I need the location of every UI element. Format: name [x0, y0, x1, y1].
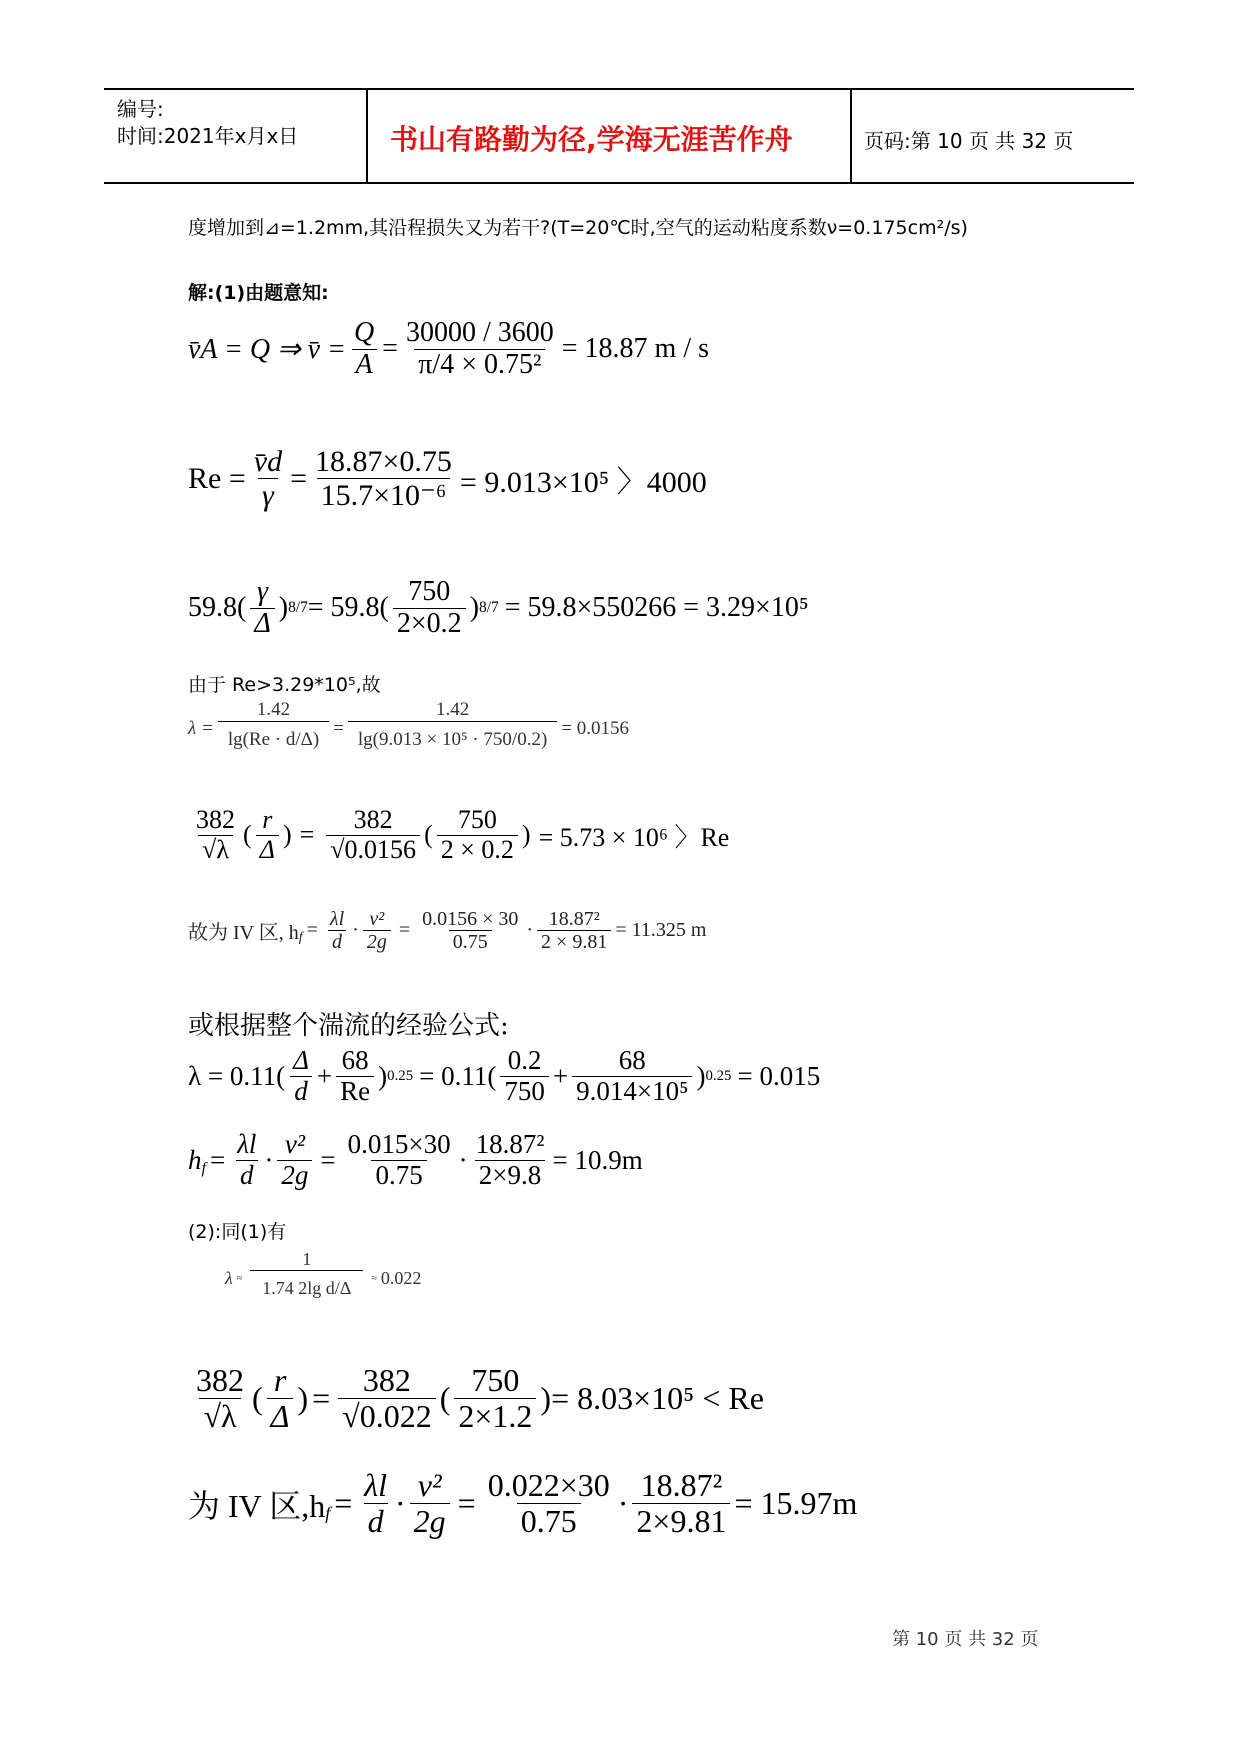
eq8-num-c: 0.015×30 — [347, 1129, 451, 1159]
eq9-num: 1 — [302, 1249, 312, 1269]
eq8-num-a: λl — [237, 1129, 257, 1159]
eq7-num-a: Δ — [293, 1045, 309, 1075]
condition-text: 由于 Re>3.29*10⁵,故 — [188, 674, 381, 696]
eq4-result: = 0.0156 — [561, 718, 630, 740]
eq8-num-b: v² — [284, 1129, 305, 1159]
eq6-prefix: 故为 IV 区, h — [188, 922, 299, 944]
page-label: 页码:第 10 页 共 32 页 — [864, 129, 1074, 153]
equation-zone-check-2: $\frac{382}{√\lambda}$ ( $\frac{r}{\Delta}$ ) = $\frac{382}{√0.022}$ ( $\frac{750}{2\times 1.2}$ ) = 8.03×10⁵ < Re — [188, 1363, 764, 1434]
eq3-exp-a: 8/7 — [288, 599, 308, 617]
eq1-den-a: A — [352, 349, 377, 381]
eq5-paren-num2: 750 — [457, 805, 497, 834]
eq10-paren-den: Δ — [267, 1398, 294, 1434]
eq3-text-b: = 59.8( — [307, 592, 389, 624]
time-label: 时间:2021年x月x日 — [117, 124, 299, 148]
eq10-den-b: √0.022 — [338, 1398, 436, 1434]
eq5-den-a: √λ — [198, 835, 233, 865]
eq7-mid: = 0.11( — [419, 1060, 497, 1091]
eq7-num-c: 0.2 — [507, 1045, 542, 1075]
eq8-lhs: h — [188, 1144, 202, 1175]
eq11-den-b: 2g — [410, 1503, 450, 1539]
eq3-den-b: 2×0.2 — [393, 608, 466, 640]
eq11-den-d: 2×9.81 — [632, 1503, 730, 1539]
eq10-result: = 8.03×10⁵ < Re — [551, 1380, 764, 1417]
eq2-result: = 9.013×10⁵ 〉4000 — [459, 465, 707, 499]
eq8-den-b: 2g — [277, 1160, 312, 1191]
problem-continuation: 度增加到⊿=1.2mm,其沿程损失又为若干?(T=20℃时,空气的运动粘度系数ν=0.175cm²/s) — [188, 217, 968, 239]
eq10-num-b: 382 — [362, 1362, 411, 1398]
eq5-paren-den2: 2 × 0.2 — [437, 835, 518, 865]
eq11-den-a: d — [364, 1503, 388, 1539]
eq9-result: 0.022 — [380, 1267, 422, 1288]
eq3-text-a: 59.8( — [188, 592, 247, 624]
eq11-num-a: λl — [364, 1467, 388, 1503]
header-divider-right — [850, 88, 852, 183]
eq6-den-b: 2g — [363, 930, 391, 953]
eq1-den-b: π/4 × 0.75² — [414, 349, 545, 381]
motto: 书山有路勤为径,学海无涯苦作舟 — [390, 123, 793, 156]
header-divider-left — [366, 88, 368, 183]
eq5-paren-num: r — [262, 805, 273, 834]
equation-head-loss-1: 故为 IV 区, h f = $\frac{\lambda l}{d}$ · $\frac{\text{v²}}{2g}$ = $\frac{0.0156 \times 30}{0.75}$ · $\frac{\text{18.87²}}{2 \times 9.81}$ = 11.325 m — [188, 908, 707, 953]
header-top-rule — [104, 88, 1134, 90]
eq6-num-a: λl — [329, 908, 345, 930]
equation-lambda-empirical: λ = 0.11( $\frac{\Delta}{d}$ + $\frac{68}{Re}$ ) 0.25 = 0.11( $\frac{0.2}{750}$ + $\frac{68}{\text{9.014×10⁵}}$ ) 0.25 = 0.015 — [188, 1045, 821, 1106]
eq5-den-b: √0.0156 — [326, 835, 420, 865]
eq3-num-a: γ — [257, 576, 269, 607]
eq2-num-b: 18.87×0.75 — [315, 445, 452, 478]
eq10-paren-num: r — [273, 1362, 287, 1398]
equation-limit: 59.8( $\frac{\gamma}{\Delta}$ ) 8/7 = 59.8( $\frac{750}{2\times 0.2}$ ) 8/7 = 59.8×550266 = 3.29×10⁵ — [188, 576, 809, 639]
solution-heading: 解:(1)由题意知: — [188, 282, 329, 304]
eq7-den-d: 9.014×10⁵ — [572, 1076, 692, 1107]
eq4-num-a: 1.42 — [256, 699, 291, 720]
eq8-den-d: 2×9.8 — [475, 1160, 545, 1191]
eq6-num-d: 18.87² — [548, 908, 600, 930]
equation-lambda-2: λ ≈ $\frac{1}{\text{1.74 2lg d/Δ}}$ ≈ 0.022 — [225, 1250, 421, 1307]
eq11-num-b: v² — [417, 1467, 442, 1503]
eq7-den-c: 750 — [500, 1076, 549, 1107]
eq8-num-d: 18.87² — [475, 1129, 545, 1159]
eq7-den-b: Re — [336, 1076, 374, 1107]
eq7-exp: 0.25 — [387, 1067, 414, 1084]
eq11-den-c: 0.75 — [517, 1503, 581, 1539]
eq6-result: = 11.325 m — [615, 919, 707, 941]
eq8-den-a: d — [236, 1160, 258, 1191]
eq6-num-c: 0.0156 × 30 — [422, 908, 519, 930]
equation-velocity: v̄A = Q ⇒ v̄ = $\frac{Q}{A}$ = $\frac{30000 / 3600}{\text{π/4 × 0.75²}}$ = 18.87 m / s — [188, 317, 709, 380]
eq11-num-d: 18.87² — [640, 1467, 723, 1503]
eq10-num-a: 382 — [196, 1362, 244, 1398]
eq6-den-a: d — [328, 930, 346, 953]
eq4-den-a: lg(Re · d/Δ) — [218, 721, 329, 759]
eq4-num-b: 1.42 — [435, 699, 470, 720]
eq2-den-b: 15.7×10⁻⁶ — [317, 478, 451, 512]
eq11-prefix: 为 IV 区,h — [188, 1487, 326, 1524]
eq7-result: = 0.015 — [737, 1060, 821, 1091]
eq6-den-d: 2 × 9.81 — [537, 930, 611, 953]
eq10-paren-num2: 750 — [471, 1362, 520, 1398]
equation-zone-check-1: $\frac{382}{√\lambda}$ ( $\frac{r}{\Delta}$ ) = $\frac{382}{√0.0156}$ ( $\frac{750}{2 \times 0.2}$ ) = 5.73 × 10⁶ 〉Re — [188, 806, 729, 864]
eq7-num-d: 68 — [618, 1045, 646, 1075]
eq3-num-b: 750 — [408, 576, 451, 607]
eq9-den: 1.74 2lg d/Δ — [250, 1270, 363, 1307]
eq1-result: = 18.87 m / s — [561, 333, 709, 365]
eq10-paren-den2: 2×1.2 — [454, 1398, 536, 1434]
eq11-num-c: 0.022×30 — [487, 1467, 610, 1503]
eq9-lhs: λ — [225, 1267, 233, 1288]
eq4-den-b: lg(9.013 × 10⁵ · 750/0.2) — [348, 721, 557, 759]
eq4-lhs: λ = — [188, 718, 214, 740]
eq5-result: = 5.73 × 10⁶ 〉Re — [538, 822, 730, 852]
eq5-paren-den: Δ — [256, 835, 279, 865]
eq3-result: = 59.8×550266 = 3.29×10⁵ — [504, 592, 809, 624]
eq8-den-c: 0.75 — [371, 1160, 426, 1191]
eq7-den-a: d — [290, 1076, 312, 1107]
page-footer: 第 10 页 共 32 页 — [892, 1629, 1039, 1650]
eq6-den-c: 0.75 — [449, 930, 492, 953]
eq2-num-a: v̄d — [253, 445, 283, 478]
eq7-num-b: 68 — [341, 1045, 369, 1075]
equation-head-loss-empirical: h f = $\frac{\lambda l}{d}$ · $\frac{\text{v²}}{2g}$ = $\frac{0.015\times 30}{0.75}$ · $\frac{\text{18.87²}}{2\times 9.8}$ = 10.9m — [188, 1129, 643, 1190]
eq3-den-a: Δ — [250, 608, 274, 640]
eq2-lhs: Re = — [188, 461, 246, 495]
eq6-num-b: v² — [369, 908, 385, 930]
equation-reynolds: Re = $\frac{v̄d}{\gamma}$ = $\frac{18.87\times 0.75}{\text{15.7×10⁻⁶}}$ = 9.013×10⁵ 〉4000 — [188, 445, 707, 512]
eq7-lhs: λ = 0.11( — [188, 1060, 286, 1091]
eq5-num-b: 382 — [353, 805, 393, 834]
eq3-exp-b: 8/7 — [479, 599, 499, 617]
part2-heading: (2):同(1)有 — [188, 1221, 287, 1243]
eq10-den-a: √λ — [199, 1398, 240, 1434]
eq5-num-a: 382 — [196, 805, 235, 834]
serial-label: 编号: — [117, 97, 164, 121]
eq8-result: = 10.9m — [552, 1144, 643, 1175]
header-bottom-rule — [104, 182, 1134, 184]
empirical-heading: 或根据整个湍流的经验公式: — [188, 1011, 509, 1041]
equation-head-loss-2: 为 IV 区,h f = $\frac{\lambda l}{d}$ · $\frac{\text{v²}}{2g}$ = $\frac{0.022\times 30}{0.75}$ · $\frac{\text{18.87²}}{2\times 9.81}$ = 15.97m — [188, 1467, 858, 1540]
eq1-lhs: v̄A = Q ⇒ v̄ = — [188, 334, 346, 366]
eq11-result: = 15.97m — [734, 1485, 858, 1522]
eq2-den-a: γ — [258, 478, 278, 512]
equation-lambda-1: λ = $\frac{1.42}{\lg(Re \cdot d/\Delta)}$ = $\frac{1.42}{\text{lg(9.013 × 10⁵ · 750/0.2)}}$ = 0.0156 — [188, 700, 629, 759]
eq1-num-b: 30000 / 3600 — [405, 317, 554, 348]
eq1-num-a: Q — [353, 317, 375, 348]
